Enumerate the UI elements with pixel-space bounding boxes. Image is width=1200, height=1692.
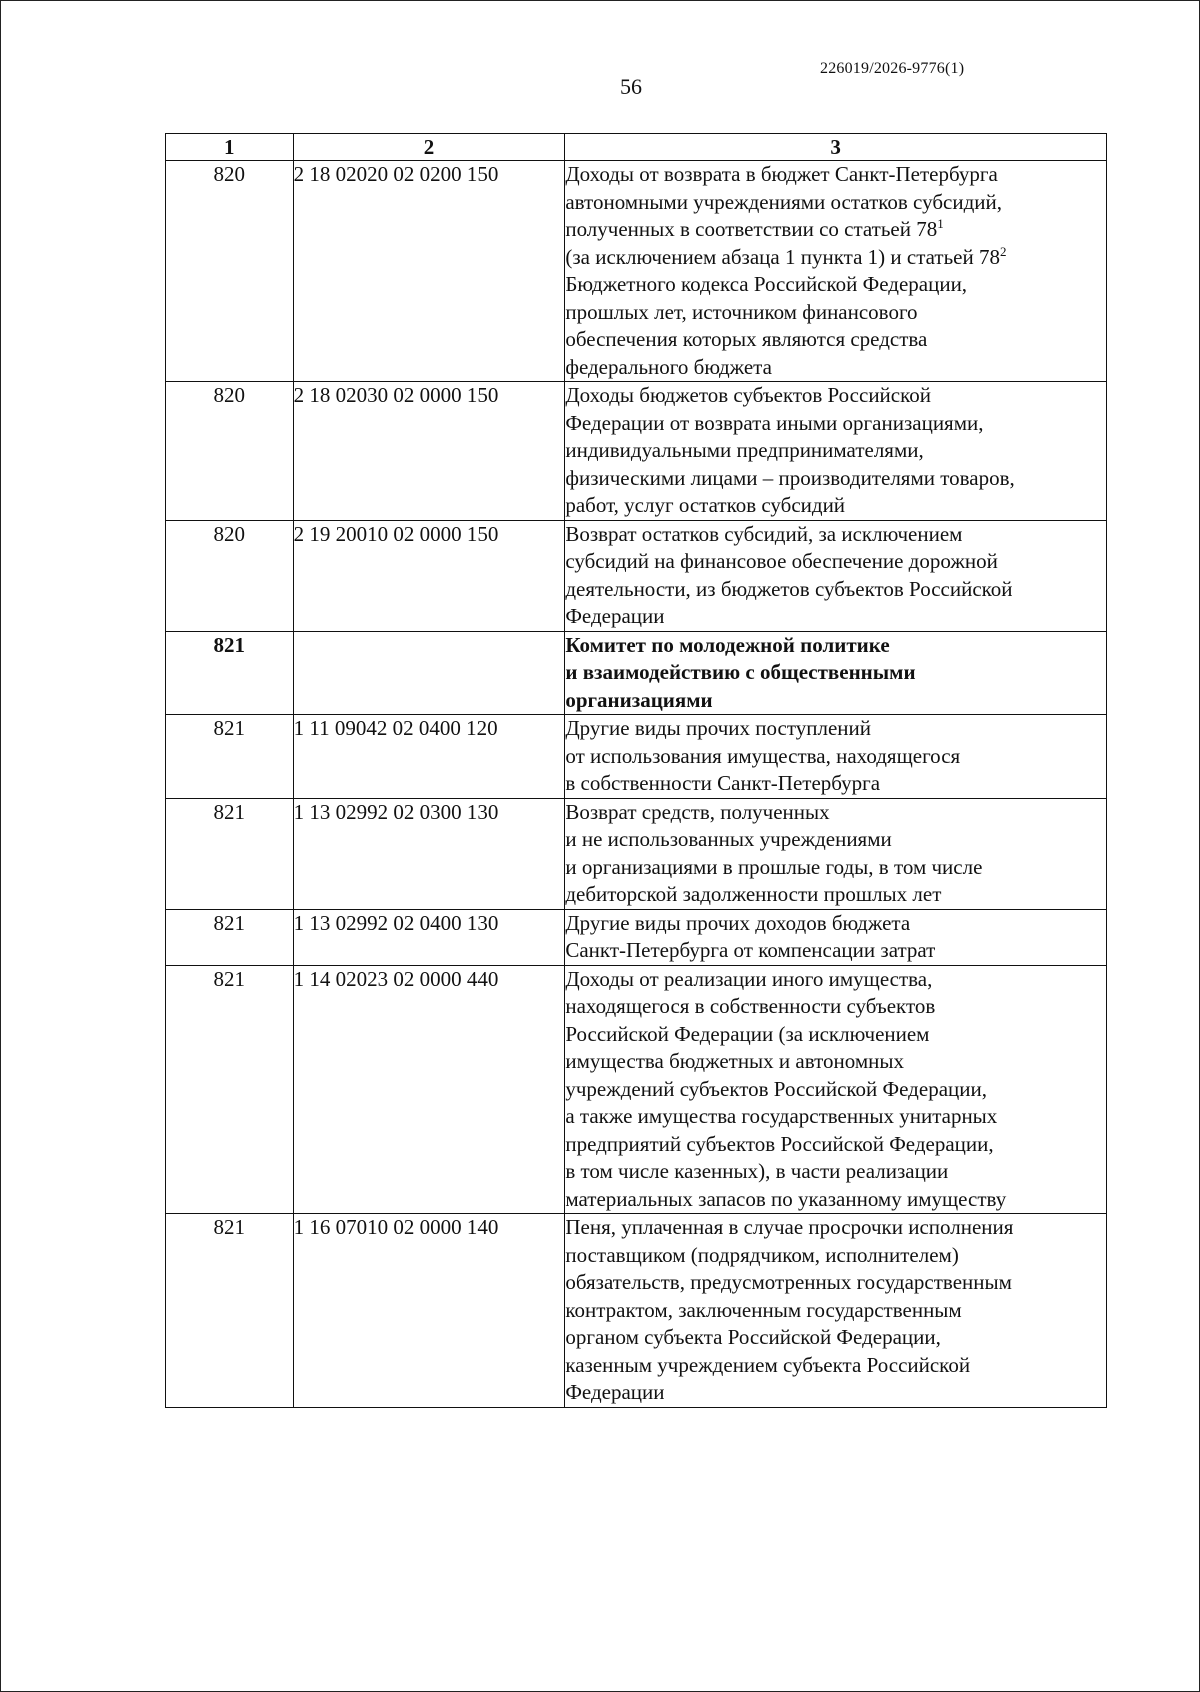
admin-code-cell: 821 bbox=[166, 1214, 294, 1408]
document-number: 226019/2026-9776(1) bbox=[820, 60, 965, 77]
description-line: деятельности, из бюджетов субъектов Российской bbox=[565, 576, 1013, 601]
description-line: Возврат средств, полученных bbox=[565, 799, 830, 824]
description-line: Российской Федерации (за исключением bbox=[565, 1021, 930, 1046]
budget-code-cell bbox=[293, 631, 565, 715]
heading-line: организациями bbox=[565, 687, 713, 712]
description-line: Санкт-Петербурга от компенсации затрат bbox=[565, 938, 936, 962]
superscript-mark: 2 bbox=[999, 243, 1007, 259]
superscript-mark: 1 bbox=[937, 216, 944, 231]
admin-code-cell: 821 bbox=[166, 631, 294, 715]
description-line: Федерации от возврата иными организациями, bbox=[565, 410, 984, 435]
table-row bbox=[166, 520, 1107, 631]
description-cell bbox=[565, 965, 1107, 1214]
description-line: предприятий субъектов Российской Федерации, bbox=[565, 1131, 994, 1156]
table-row bbox=[166, 1214, 1107, 1408]
page-number: 56 bbox=[620, 74, 642, 99]
description-line: находящегося в собственности субъектов bbox=[565, 994, 936, 1018]
description-line: Федерации bbox=[565, 604, 665, 628]
admin-code-cell: 821 bbox=[166, 965, 294, 1214]
description-line bbox=[565, 244, 1106, 272]
description-line: поставщиком (подрядчиком, исполнителем) bbox=[565, 1242, 959, 1267]
description-line: федерального бюджета bbox=[565, 354, 772, 379]
budget-code-cell: 1 13 02992 02 0300 130 bbox=[293, 798, 565, 909]
description-line: обеспечения которых являются средства bbox=[565, 327, 928, 351]
description-line: Доходы бюджетов субъектов Российской bbox=[565, 383, 931, 407]
description-line: в том числе казенных), в части реализации bbox=[565, 1159, 949, 1183]
admin-code-cell: 821 bbox=[166, 715, 294, 799]
description-line: органом субъекта Российской Федерации, bbox=[565, 1325, 941, 1349]
budget-code-cell: 1 11 09042 02 0400 120 bbox=[293, 715, 565, 799]
description-cell bbox=[565, 909, 1107, 965]
section-heading-row bbox=[166, 631, 1107, 715]
description-text: полученных в соответствии со статьей 78 bbox=[565, 217, 938, 241]
description-cell bbox=[565, 520, 1107, 631]
section-heading-cell bbox=[565, 631, 1107, 715]
description-line: контрактом, заключенным государственным bbox=[565, 1297, 962, 1322]
column-header-3: 3 bbox=[565, 134, 1107, 161]
description-line: имущества бюджетных и автономных bbox=[565, 1049, 904, 1073]
heading-line: и взаимодействию с общественными bbox=[565, 660, 916, 684]
description-line: материальных запасов по указанному имуществу bbox=[565, 1186, 1007, 1211]
table-row bbox=[166, 798, 1107, 909]
admin-code-cell: 820 bbox=[166, 520, 294, 631]
column-header-2: 2 bbox=[293, 134, 565, 161]
description-line bbox=[565, 216, 1106, 244]
description-line: Федерации bbox=[565, 1380, 665, 1404]
description-line: Другие виды прочих доходов бюджета bbox=[565, 910, 911, 935]
description-text: (за исключением абзаца 1 пункта 1) и статьей 78 bbox=[565, 244, 1000, 269]
description-line: Пеня, уплаченная в случае просрочки исполнения bbox=[565, 1215, 1014, 1239]
admin-code-cell: 821 bbox=[166, 798, 294, 909]
budget-code-cell: 1 14 02023 02 0000 440 bbox=[293, 965, 565, 1214]
description-line: казенным учреждением субъекта Российской bbox=[565, 1352, 971, 1377]
heading-line: Комитет по молодежной политике bbox=[565, 632, 890, 657]
budget-code-cell: 2 18 02020 02 0200 150 bbox=[293, 161, 565, 382]
description-line: Бюджетного кодекса Российской Федерации, bbox=[565, 272, 968, 296]
description-line: индивидуальными предпринимателями, bbox=[565, 438, 924, 462]
table-header-row bbox=[166, 134, 1107, 161]
description-line: Другие виды прочих поступлений bbox=[565, 716, 871, 740]
description-line: и не использованных учреждениями bbox=[565, 827, 892, 851]
description-line: работ, услуг остатков субсидий bbox=[565, 493, 846, 517]
budget-code-cell: 1 16 07010 02 0000 140 bbox=[293, 1214, 565, 1408]
description-line: учреждений субъектов Российской Федерации, bbox=[565, 1076, 987, 1101]
description-line: Доходы от реализации иного имущества, bbox=[565, 966, 933, 991]
description-line: обязательств, предусмотренных государственным bbox=[565, 1270, 1012, 1294]
description-line: Возврат остатков субсидий, за исключением bbox=[565, 521, 963, 546]
table-row bbox=[166, 715, 1107, 799]
description-line: от использования имущества, находящегося bbox=[565, 743, 961, 768]
description-line: и организациями в прошлые годы, в том числе bbox=[565, 854, 983, 879]
admin-code-cell: 820 bbox=[166, 382, 294, 521]
table-row bbox=[166, 161, 1107, 382]
admin-code-cell: 821 bbox=[166, 909, 294, 965]
description-line: физическими лицами – производителями товаров, bbox=[565, 465, 1015, 490]
description-cell bbox=[565, 1214, 1107, 1408]
description-line: в собственности Санкт-Петербурга bbox=[565, 771, 881, 795]
budget-code-cell: 1 13 02992 02 0400 130 bbox=[293, 909, 565, 965]
description-line: автономными учреждениями остатков субсидий, bbox=[565, 189, 1002, 214]
table-row bbox=[166, 909, 1107, 965]
description-cell bbox=[565, 161, 1107, 382]
description-line: прошлых лет, источником финансового bbox=[565, 299, 918, 324]
table-row bbox=[166, 965, 1107, 1214]
budget-codes-table bbox=[165, 133, 1107, 1408]
budget-code-cell: 2 18 02030 02 0000 150 bbox=[293, 382, 565, 521]
description-line: субсидий на финансовое обеспечение дорожной bbox=[565, 549, 998, 573]
description-line: Доходы от возврата в бюджет Санкт-Петербурга bbox=[565, 162, 998, 186]
admin-code-cell: 820 bbox=[166, 161, 294, 382]
table-row bbox=[166, 382, 1107, 521]
description-line: дебиторской задолженности прошлых лет bbox=[565, 882, 942, 906]
description-cell bbox=[565, 798, 1107, 909]
description-line: а также имущества государственных унитарных bbox=[565, 1104, 998, 1128]
description-cell bbox=[565, 382, 1107, 521]
column-header-1: 1 bbox=[166, 134, 294, 161]
budget-code-cell: 2 19 20010 02 0000 150 bbox=[293, 520, 565, 631]
description-cell bbox=[565, 715, 1107, 799]
